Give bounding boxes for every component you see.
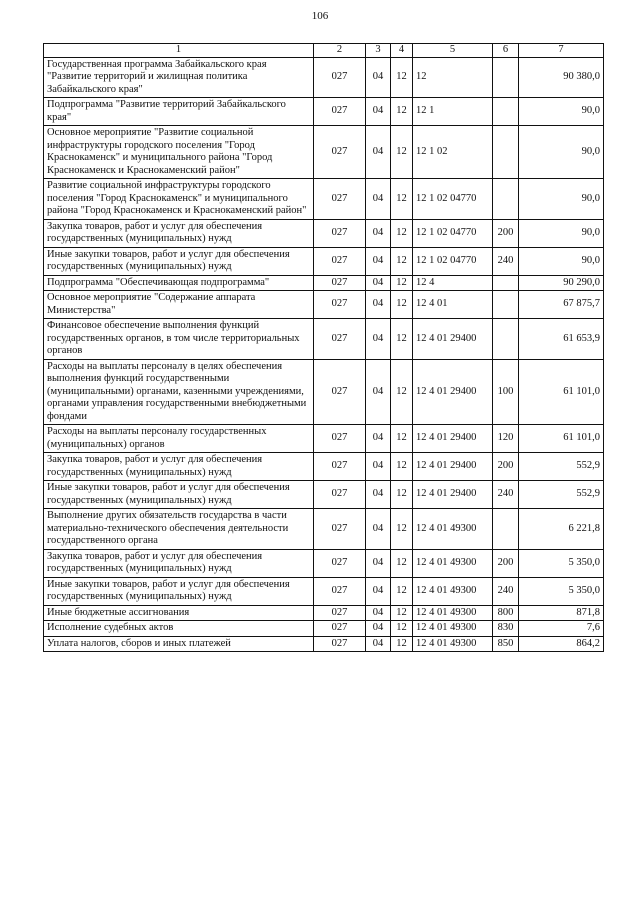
row-name-cell: Расходы на выплаты персоналу в целях обеспечения выполнения функций государственными (муниципальными) органами, казенными учреждениями, органами управления государственными внебюджетными фондами bbox=[44, 359, 314, 425]
row-expense-type-cell bbox=[493, 179, 519, 220]
row-amount-cell: 90,0 bbox=[519, 126, 604, 179]
row-amount-cell: 871,8 bbox=[519, 605, 604, 621]
row-section-cell: 04 bbox=[366, 179, 391, 220]
row-subsection-cell: 12 bbox=[391, 319, 413, 360]
row-subsection-cell: 12 bbox=[391, 425, 413, 453]
row-name-cell: Подпрограмма "Развитие территорий Забайкальского края" bbox=[44, 98, 314, 126]
row-code-cell: 027 bbox=[314, 577, 366, 605]
row-target-article-cell: 12 4 01 49300 bbox=[413, 577, 493, 605]
page-number: 106 bbox=[311, 10, 329, 22]
row-subsection-cell: 12 bbox=[391, 219, 413, 247]
row-name-cell: Государственная программа Забайкальского края "Развитие территорий и жилищная политика Забайкальского края" bbox=[44, 57, 314, 98]
row-amount-cell: 5 350,0 bbox=[519, 577, 604, 605]
header-cell-7: 7 bbox=[519, 44, 604, 58]
header-cell-5: 5 bbox=[413, 44, 493, 58]
table-row bbox=[44, 509, 604, 550]
row-name-cell: Иные закупки товаров, работ и услуг для обеспечения государственных (муниципальных) нужд bbox=[44, 247, 314, 275]
row-name-cell: Иные закупки товаров, работ и услуг для обеспечения государственных (муниципальных) нужд bbox=[44, 481, 314, 509]
row-target-article-cell: 12 1 02 04770 bbox=[413, 219, 493, 247]
table-row bbox=[44, 98, 604, 126]
row-subsection-cell: 12 bbox=[391, 509, 413, 550]
row-target-article-cell: 12 4 01 29400 bbox=[413, 319, 493, 360]
header-cell-3: 3 bbox=[366, 44, 391, 58]
row-subsection-cell: 12 bbox=[391, 636, 413, 652]
table-row bbox=[44, 577, 604, 605]
row-amount-cell: 90,0 bbox=[519, 179, 604, 220]
row-amount-cell: 90,0 bbox=[519, 98, 604, 126]
table-row bbox=[44, 359, 604, 425]
row-code-cell: 027 bbox=[314, 359, 366, 425]
row-code-cell: 027 bbox=[314, 549, 366, 577]
row-subsection-cell: 12 bbox=[391, 605, 413, 621]
header-cell-4: 4 bbox=[391, 44, 413, 58]
row-subsection-cell: 12 bbox=[391, 247, 413, 275]
row-expense-type-cell bbox=[493, 126, 519, 179]
row-expense-type-cell: 850 bbox=[493, 636, 519, 652]
row-code-cell: 027 bbox=[314, 509, 366, 550]
row-section-cell: 04 bbox=[366, 636, 391, 652]
table-row bbox=[44, 247, 604, 275]
table-row bbox=[44, 126, 604, 179]
row-name-cell: Основное мероприятие "Содержание аппарата Министерства" bbox=[44, 291, 314, 319]
row-subsection-cell: 12 bbox=[391, 549, 413, 577]
row-code-cell: 027 bbox=[314, 621, 366, 637]
row-code-cell: 027 bbox=[314, 179, 366, 220]
row-target-article-cell: 12 1 02 04770 bbox=[413, 179, 493, 220]
row-expense-type-cell bbox=[493, 275, 519, 291]
header-row bbox=[44, 44, 604, 58]
row-amount-cell: 61 653,9 bbox=[519, 319, 604, 360]
table-row bbox=[44, 425, 604, 453]
row-target-article-cell: 12 4 01 29400 bbox=[413, 453, 493, 481]
row-section-cell: 04 bbox=[366, 319, 391, 360]
row-expense-type-cell: 200 bbox=[493, 219, 519, 247]
row-expense-type-cell bbox=[493, 98, 519, 126]
row-section-cell: 04 bbox=[366, 275, 391, 291]
row-amount-cell: 6 221,8 bbox=[519, 509, 604, 550]
table-row bbox=[44, 275, 604, 291]
row-subsection-cell: 12 bbox=[391, 291, 413, 319]
row-expense-type-cell: 200 bbox=[493, 453, 519, 481]
row-target-article-cell: 12 1 02 bbox=[413, 126, 493, 179]
row-section-cell: 04 bbox=[366, 621, 391, 637]
row-name-cell: Развитие социальной инфраструктуры городского поселения "Город Краснокаменск" и муниципального района "Город Краснокаменск и Краснокаменский район" bbox=[44, 179, 314, 220]
row-expense-type-cell: 100 bbox=[493, 359, 519, 425]
table-row bbox=[44, 219, 604, 247]
table-row bbox=[44, 621, 604, 637]
row-amount-cell: 61 101,0 bbox=[519, 359, 604, 425]
row-expense-type-cell bbox=[493, 319, 519, 360]
row-code-cell: 027 bbox=[314, 636, 366, 652]
table-row bbox=[44, 453, 604, 481]
row-amount-cell: 552,9 bbox=[519, 453, 604, 481]
row-target-article-cell: 12 1 02 04770 bbox=[413, 247, 493, 275]
row-code-cell: 027 bbox=[314, 126, 366, 179]
row-expense-type-cell: 200 bbox=[493, 549, 519, 577]
row-subsection-cell: 12 bbox=[391, 481, 413, 509]
row-expense-type-cell bbox=[493, 509, 519, 550]
row-name-cell: Исполнение судебных актов bbox=[44, 621, 314, 637]
row-amount-cell: 90 380,0 bbox=[519, 57, 604, 98]
row-section-cell: 04 bbox=[366, 291, 391, 319]
row-section-cell: 04 bbox=[366, 425, 391, 453]
row-section-cell: 04 bbox=[366, 359, 391, 425]
row-name-cell: Закупка товаров, работ и услуг для обеспечения государственных (муниципальных) нужд bbox=[44, 219, 314, 247]
row-subsection-cell: 12 bbox=[391, 359, 413, 425]
row-amount-cell: 90 290,0 bbox=[519, 275, 604, 291]
row-target-article-cell: 12 4 01 29400 bbox=[413, 481, 493, 509]
row-target-article-cell: 12 4 01 49300 bbox=[413, 549, 493, 577]
row-section-cell: 04 bbox=[366, 247, 391, 275]
row-amount-cell: 552,9 bbox=[519, 481, 604, 509]
row-name-cell: Финансовое обеспечение выполнения функций государственных органов, в том числе территориальных органов bbox=[44, 319, 314, 360]
row-section-cell: 04 bbox=[366, 219, 391, 247]
row-section-cell: 04 bbox=[366, 549, 391, 577]
row-target-article-cell: 12 4 01 29400 bbox=[413, 425, 493, 453]
row-expense-type-cell bbox=[493, 57, 519, 98]
row-target-article-cell: 12 4 01 49300 bbox=[413, 509, 493, 550]
row-code-cell: 027 bbox=[314, 291, 366, 319]
row-amount-cell: 90,0 bbox=[519, 247, 604, 275]
row-expense-type-cell: 800 bbox=[493, 605, 519, 621]
row-target-article-cell: 12 4 01 29400 bbox=[413, 359, 493, 425]
row-section-cell: 04 bbox=[366, 605, 391, 621]
row-target-article-cell: 12 4 01 bbox=[413, 291, 493, 319]
row-name-cell: Основное мероприятие "Развитие социальной инфраструктуры городского поселения "Город Краснокаменск" и муниципального района "Город Краснокаменск и Краснокаменский район" bbox=[44, 126, 314, 179]
row-section-cell: 04 bbox=[366, 509, 391, 550]
row-target-article-cell: 12 4 01 49300 bbox=[413, 636, 493, 652]
row-code-cell: 027 bbox=[314, 481, 366, 509]
row-subsection-cell: 12 bbox=[391, 275, 413, 291]
budget-table bbox=[43, 43, 604, 652]
row-subsection-cell: 12 bbox=[391, 453, 413, 481]
row-amount-cell: 864,2 bbox=[519, 636, 604, 652]
row-expense-type-cell: 240 bbox=[493, 577, 519, 605]
row-code-cell: 027 bbox=[314, 275, 366, 291]
header-cell-2: 2 bbox=[314, 44, 366, 58]
row-name-cell: Уплата налогов, сборов и иных платежей bbox=[44, 636, 314, 652]
table-row bbox=[44, 57, 604, 98]
row-target-article-cell: 12 4 01 49300 bbox=[413, 605, 493, 621]
row-name-cell: Иные бюджетные ассигнования bbox=[44, 605, 314, 621]
row-expense-type-cell bbox=[493, 291, 519, 319]
row-expense-type-cell: 830 bbox=[493, 621, 519, 637]
table-row bbox=[44, 549, 604, 577]
row-name-cell: Расходы на выплаты персоналу государственных (муниципальных) органов bbox=[44, 425, 314, 453]
row-name-cell: Иные закупки товаров, работ и услуг для обеспечения государственных (муниципальных) нужд bbox=[44, 577, 314, 605]
row-subsection-cell: 12 bbox=[391, 621, 413, 637]
row-target-article-cell: 12 bbox=[413, 57, 493, 98]
row-code-cell: 027 bbox=[314, 605, 366, 621]
row-section-cell: 04 bbox=[366, 481, 391, 509]
row-subsection-cell: 12 bbox=[391, 577, 413, 605]
row-expense-type-cell: 240 bbox=[493, 481, 519, 509]
row-code-cell: 027 bbox=[314, 247, 366, 275]
row-code-cell: 027 bbox=[314, 453, 366, 481]
row-target-article-cell: 12 4 bbox=[413, 275, 493, 291]
row-code-cell: 027 bbox=[314, 98, 366, 126]
row-section-cell: 04 bbox=[366, 57, 391, 98]
row-code-cell: 027 bbox=[314, 425, 366, 453]
row-name-cell: Подпрограмма "Обеспечивающая подпрограмма" bbox=[44, 275, 314, 291]
table-row bbox=[44, 179, 604, 220]
table-row bbox=[44, 636, 604, 652]
row-amount-cell: 67 875,7 bbox=[519, 291, 604, 319]
table-row bbox=[44, 481, 604, 509]
row-amount-cell: 90,0 bbox=[519, 219, 604, 247]
row-section-cell: 04 bbox=[366, 98, 391, 126]
row-section-cell: 04 bbox=[366, 453, 391, 481]
header-cell-6: 6 bbox=[493, 44, 519, 58]
row-target-article-cell: 12 4 01 49300 bbox=[413, 621, 493, 637]
row-code-cell: 027 bbox=[314, 319, 366, 360]
row-amount-cell: 5 350,0 bbox=[519, 549, 604, 577]
row-name-cell: Закупка товаров, работ и услуг для обеспечения государственных (муниципальных) нужд bbox=[44, 549, 314, 577]
row-code-cell: 027 bbox=[314, 57, 366, 98]
row-target-article-cell: 12 1 bbox=[413, 98, 493, 126]
row-section-cell: 04 bbox=[366, 577, 391, 605]
row-section-cell: 04 bbox=[366, 126, 391, 179]
table-body bbox=[44, 44, 604, 652]
table-row bbox=[44, 319, 604, 360]
table-row bbox=[44, 291, 604, 319]
row-expense-type-cell: 240 bbox=[493, 247, 519, 275]
row-amount-cell: 61 101,0 bbox=[519, 425, 604, 453]
row-code-cell: 027 bbox=[314, 219, 366, 247]
row-name-cell: Выполнение других обязательств государства в части материально-технического обеспечения деятельности государственного органа bbox=[44, 509, 314, 550]
row-subsection-cell: 12 bbox=[391, 57, 413, 98]
row-subsection-cell: 12 bbox=[391, 126, 413, 179]
table-row bbox=[44, 605, 604, 621]
row-amount-cell: 7,6 bbox=[519, 621, 604, 637]
row-expense-type-cell: 120 bbox=[493, 425, 519, 453]
row-name-cell: Закупка товаров, работ и услуг для обеспечения государственных (муниципальных) нужд bbox=[44, 453, 314, 481]
header-cell-1: 1 bbox=[44, 44, 314, 58]
row-subsection-cell: 12 bbox=[391, 179, 413, 220]
row-subsection-cell: 12 bbox=[391, 98, 413, 126]
